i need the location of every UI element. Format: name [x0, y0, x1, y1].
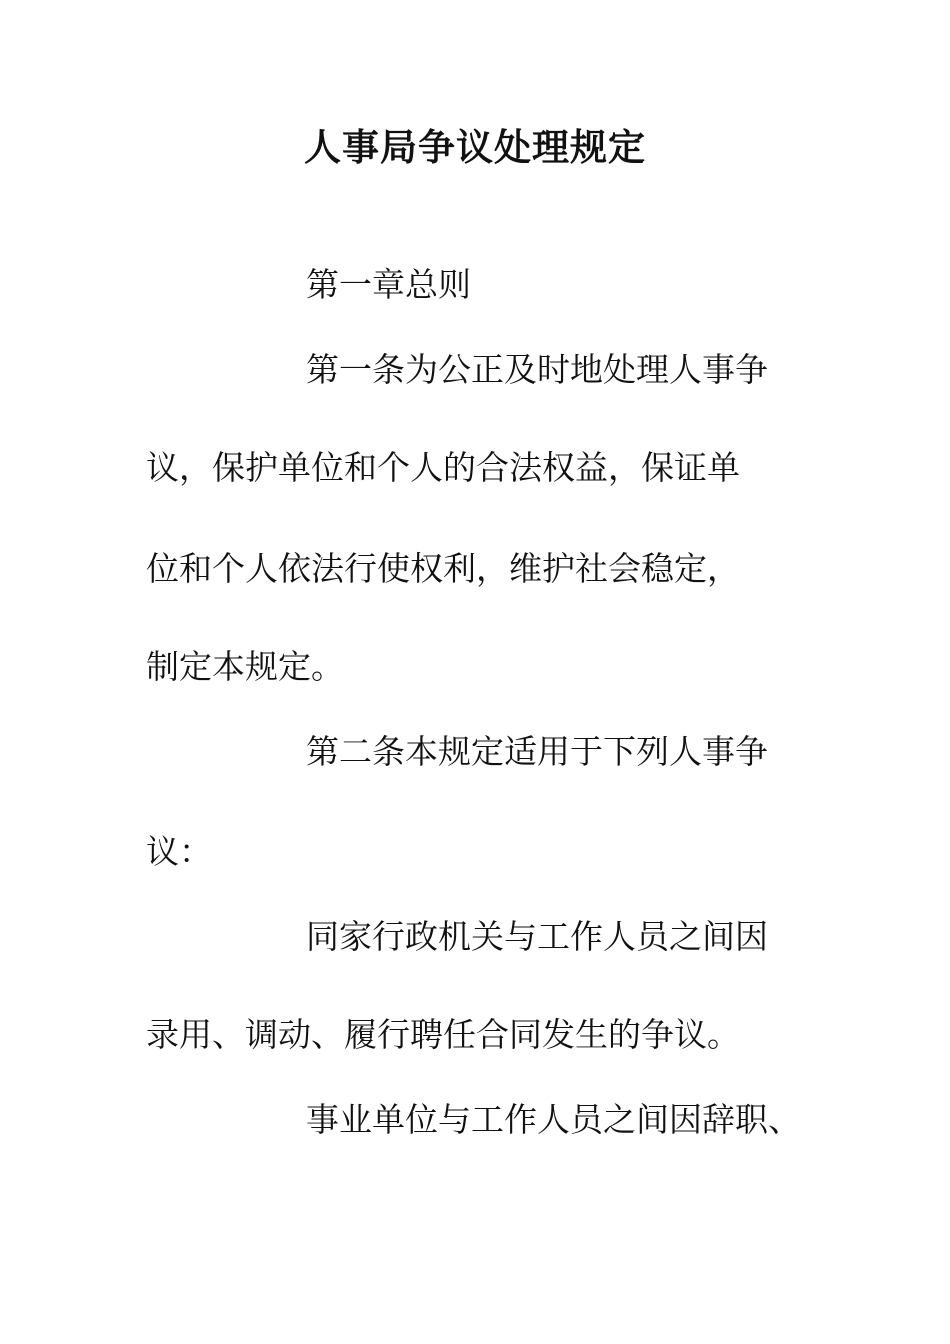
- document-title: 人事局争议处理规定: [304, 125, 646, 169]
- article-1-line-3: 位和个人依法行使权利，维护社会稳定，: [146, 549, 740, 588]
- item-1-line-1: 同家行政机关与工作人员之间因: [306, 917, 768, 956]
- article-1-line-2: 议，保护单位和个人的合法权益，保证单: [146, 448, 740, 487]
- item-2-line-1: 事业单位与工作人员之间因辞职、: [306, 1100, 801, 1139]
- article-1-line-1: 第一条为公正及时地处理人事争: [306, 350, 768, 389]
- article-2-line-1: 第二条本规定适用于下列人事争: [306, 732, 768, 771]
- article-2-line-2: 议：: [146, 832, 212, 871]
- article-1-line-4: 制定本规定。: [146, 647, 344, 686]
- item-1-line-2: 录用、调动、履行聘任合同发生的争议。: [146, 1015, 740, 1054]
- chapter-heading: 第一章总则: [306, 265, 471, 304]
